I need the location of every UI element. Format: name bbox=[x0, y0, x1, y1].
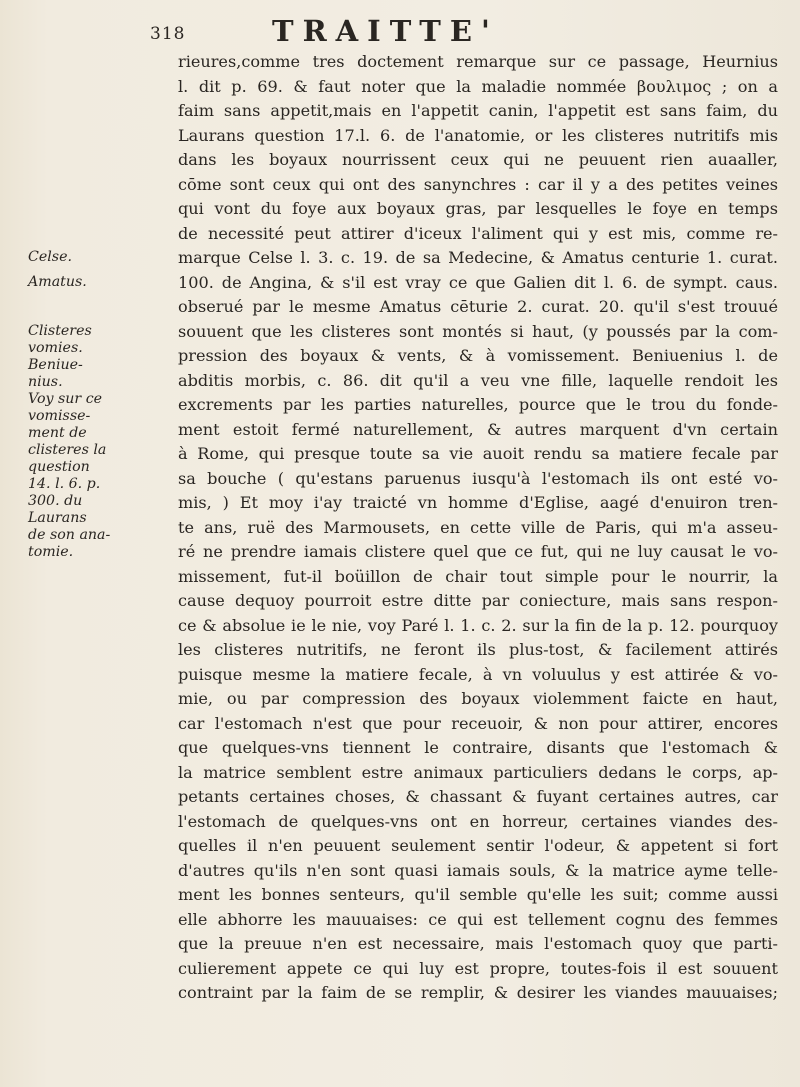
margin-note-line: Clisteres bbox=[28, 322, 92, 339]
margin-note-line: 300. du bbox=[28, 492, 83, 509]
margin-note bbox=[28, 274, 168, 291]
text-line: cōme sont ceux qui ont des sanynchres : car il y a des petites veines bbox=[178, 174, 778, 194]
text-line: missement, fut-il boüillon de chair tout simple pour le nourrir, la bbox=[178, 566, 778, 586]
margin-note-line: vomies. bbox=[28, 339, 83, 356]
text-line: 100. de Angina, & s'il est vray ce que Galien dit l. 6. de sympt. caus. bbox=[178, 272, 778, 292]
margin-note-line: Voy sur ce bbox=[28, 390, 103, 407]
margin-note bbox=[28, 249, 168, 266]
text-line: car l'estomach n'est que pour receuoir, & non pour attirer, encores bbox=[178, 713, 778, 733]
text-line: abditis morbis, c. 86. dit qu'il a veu vne fille, laquelle rendoit les bbox=[178, 370, 778, 390]
text-line: qui vont du foye aux boyaux gras, par lesquelles le foye en temps bbox=[178, 199, 778, 218]
text-line: l. dit p. 69. & faut noter que la maladie nommée βουλιμος ; on a bbox=[178, 76, 778, 96]
text-line: Laurans question 17.l. 6. de l'anatomie, or les clisteres nutritifs mis bbox=[178, 125, 778, 145]
margin-note-line: Celse. bbox=[28, 249, 72, 265]
text-line: quelles il n'en peuuent seulement sentir l'odeur, & appetent si fort bbox=[178, 836, 778, 855]
margin-note-line: question bbox=[28, 458, 90, 475]
text-line: ment estoit fermé naturellement, & autres marquent d'vn certain bbox=[178, 419, 778, 439]
text-line: ce & absolue ie le nie, voy Paré l. 1. c. 2. sur la fin de la p. 12. pourquoy bbox=[178, 615, 778, 635]
text-line: obserué par le mesme Amatus cēturie 2. curat. 20. qu'il s'est trouué bbox=[178, 297, 778, 316]
margin-note-line: tomie. bbox=[28, 543, 74, 560]
text-line: d'autres qu'ils n'en sont quasi iamais souls, & la matrice ayme telle- bbox=[178, 860, 778, 880]
text-line: contraint par la faim de se remplir, & desirer les viandes mauuaises; bbox=[178, 983, 778, 1002]
text-line: te ans, ruë des Marmousets, en cette ville de Paris, qui m'a asseu- bbox=[178, 517, 778, 537]
text-line: dans les boyaux nourrissent ceux qui ne peuuent rien auaaller, bbox=[178, 150, 778, 169]
margin-note-line: clisteres la bbox=[28, 441, 107, 458]
text-line: que quelques-vns tiennent le contraire, disants que l'estomach & bbox=[178, 738, 778, 757]
text-line: ré ne prendre iamais clistere quel que ce fut, qui ne luy causat le vo- bbox=[178, 542, 778, 561]
text-line: ment les bonnes senteurs, qu'il semble qu'elle les suit; comme aussi bbox=[178, 885, 778, 904]
margin-note-line: Laurans bbox=[28, 509, 87, 526]
page-header bbox=[0, 14, 800, 54]
text-line: que la preuue n'en est necessaire, mais l'estomach quoy que parti- bbox=[178, 934, 778, 953]
running-title: TRAITTE' bbox=[272, 14, 499, 48]
margin-note-line: de son ana- bbox=[28, 526, 111, 543]
margin-note-line: nius. bbox=[28, 373, 63, 390]
text-line: marque Celse l. 3. c. 19. de sa Medecine, & Amatus centurie 1. curat. bbox=[178, 248, 778, 267]
page-number: 318 bbox=[150, 24, 186, 44]
margin-note-line: Amatus. bbox=[28, 273, 87, 290]
text-line: puisque mesme la matiere fecale, à vn voluulus y est attirée & vo- bbox=[178, 664, 778, 684]
text-line: sa bouche ( qu'estans paruenus iusqu'à l'estomach ils ont esté vo- bbox=[178, 468, 778, 488]
text-line: elle abhorre les mauuaises: ce qui est tellement cognu des femmes bbox=[178, 909, 778, 929]
text-line: rieures,comme tres doctement remarque sur ce passage, Heurnius bbox=[178, 52, 778, 71]
text-line: la matrice semblent estre animaux particuliers dedans le corps, ap- bbox=[178, 762, 778, 782]
margin-note bbox=[28, 323, 168, 561]
body-text bbox=[178, 50, 778, 1006]
margin-note-line: ment de bbox=[28, 424, 87, 441]
text-line: pression des boyaux & vents, & à vomissement. Beniuenius l. de bbox=[178, 346, 778, 365]
margin-note-line: vomisse- bbox=[28, 407, 91, 424]
text-line: à Rome, qui presque toute sa vie auoit rendu sa matiere fecale par bbox=[178, 444, 778, 463]
text-line: faim sans appetit,mais en l'appetit canin, l'appetit est sans faim, du bbox=[178, 101, 778, 120]
margin-note-line: 14. l. 6. p. bbox=[28, 475, 101, 492]
text-line: de necessité peut attirer d'iceux l'aliment qui y est mis, comme re- bbox=[178, 223, 778, 243]
text-line: les clisteres nutritifs, ne feront ils plus-tost, & facilement attirés bbox=[178, 640, 778, 659]
text-line: cause dequoy pourroit estre ditte par coniecture, mais sans respon- bbox=[178, 591, 778, 610]
text-line: mie, ou par compression des boyaux violemment faicte en haut, bbox=[178, 689, 778, 708]
margin-note-line: Beniue- bbox=[28, 356, 83, 373]
text-line: excrements par les parties naturelles, pource que le trou du fonde- bbox=[178, 395, 778, 414]
text-line: souuent que les clisteres sont montés si haut, (y poussés par la com- bbox=[178, 321, 778, 341]
text-line: culierement appete ce qui luy est propre, toutes-fois il est souuent bbox=[178, 958, 778, 978]
text-line: l'estomach de quelques-vns ont en horreur, certaines viandes des- bbox=[178, 811, 778, 831]
text-line: petants certaines choses, & chassant & fuyant certaines autres, car bbox=[178, 787, 778, 806]
text-line: mis, ) Et moy i'ay traicté vn homme d'Eglise, aagé d'enuiron tren- bbox=[178, 493, 778, 512]
